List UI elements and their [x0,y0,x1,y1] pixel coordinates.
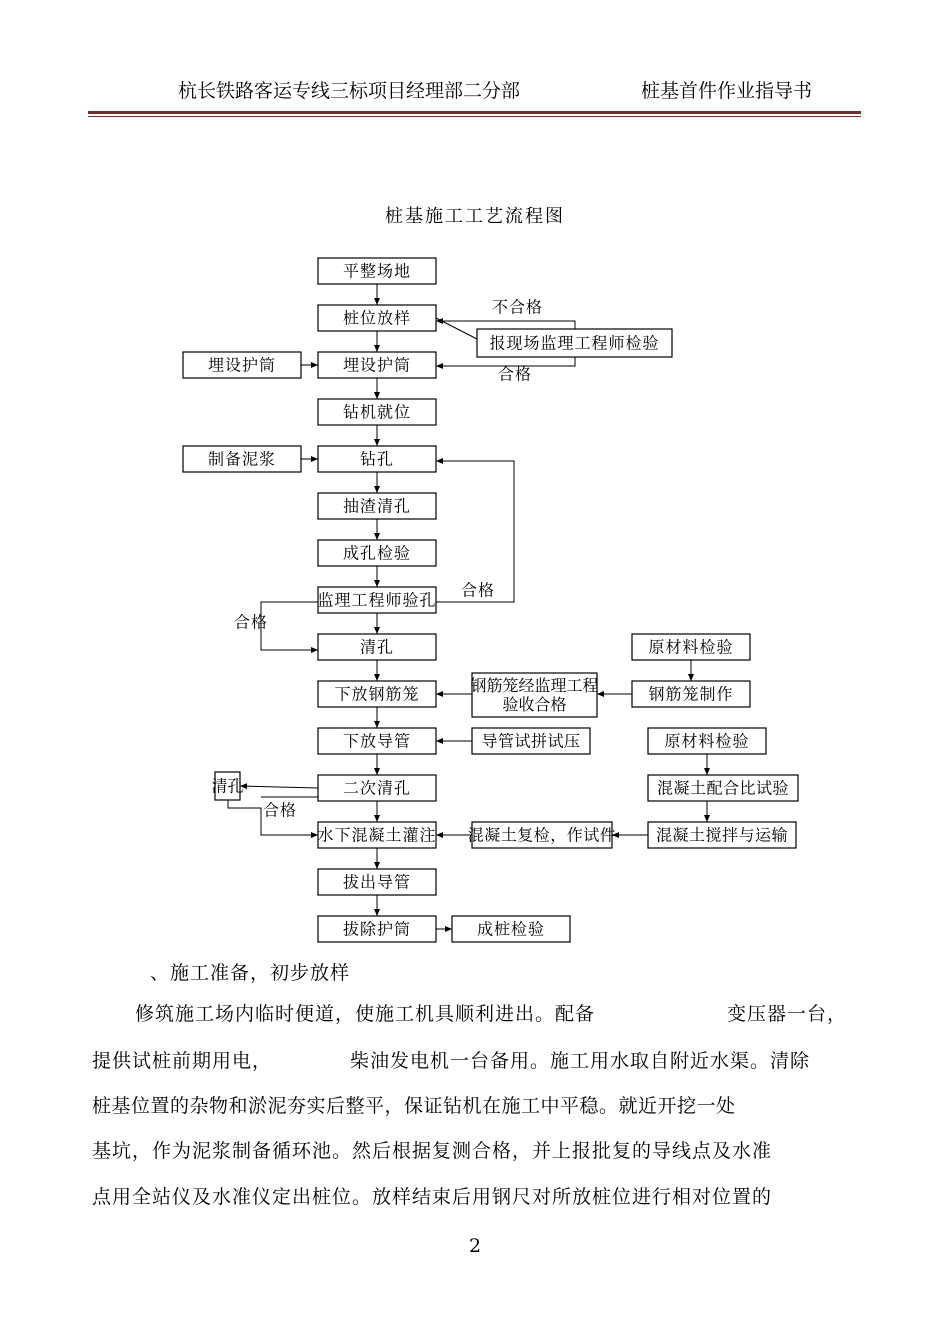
main-step-9 [318,634,436,660]
left-clean-box [211,772,243,800]
main-step-14-label: 拔出导管 [342,872,412,892]
left-loop-2 [261,602,318,650]
paragraph-line-5: 点用全站仪及水准仪定出桩位。放样结束后用钢尺对所放桩位进行相对位置的 [92,1186,773,1208]
header-right-title: 桩基首件作业指导书 [641,80,813,102]
main-step-14 [318,869,436,895]
pipe-test-box-label: 导管试拼试压 [481,731,581,751]
left-casing-box-label: 埋设护筒 [207,355,277,375]
rebar-accept-box-label: 验收合格 [502,695,567,714]
main-step-3 [318,352,436,378]
main-step-12-label: 二次清孔 [342,778,412,798]
concrete-recheck-box-label: 混凝土复检，作试件 [467,825,617,845]
concrete-mix-box [648,822,796,848]
main-step-2-label: 桩位放样 [342,308,412,328]
main-step-10 [318,681,436,707]
pass-label-2: 合格 [461,580,496,600]
raw-material-box-1 [632,634,750,660]
left-casing-box [183,352,301,378]
header-left-title: 杭长铁路客运专线三标项目经理部二分部 [178,80,521,102]
main-step-2 [318,305,436,331]
main-step-7 [318,540,436,566]
raw-material-box-1-label: 原材料检验 [648,637,734,657]
main-step-4-label: 钻机就位 [342,402,412,422]
pass-label-3: 合格 [234,612,269,632]
main-step-15-label: 拔除护筒 [342,919,412,939]
pass-label-4: 合格 [263,800,298,820]
main-step-11-label: 下放导管 [342,731,412,751]
inspection-fail-line [436,321,575,329]
rebar-accept-box-label: 钢筋笼经监理工程 [470,676,599,695]
mix-test-box-label: 混凝土配合比试验 [656,778,790,798]
main-step-9-label: 清孔 [359,637,395,657]
main-step-8 [317,587,436,613]
left-clean-box-label: 清孔 [211,776,244,796]
flowchart-title: 桩基施工工艺流程图 [385,206,565,227]
paragraph-line-2b: 柴油发电机一台备用。施工用水取自附近水渠。清除 [350,1050,811,1072]
main-step-5-label: 钻孔 [359,449,395,469]
main-step-6-label: 抽渣清孔 [342,496,412,516]
clean-in [240,786,318,788]
mix-test-box [648,775,798,801]
main-step-13-label: 水下混凝土灌注 [317,825,437,845]
fail-label: 不合格 [492,297,544,317]
pass-label-1: 合格 [498,364,533,384]
paragraph-line-3: 桩基位置的杂物和淤泥夯实后整平，保证钻机在施工中平稳。就近开挖一处 [92,1095,736,1117]
concrete-mix-box-label: 混凝土搅拌与运输 [655,825,789,845]
main-step-5 [318,446,436,472]
raw-material-box-2-label: 原材料检验 [664,731,750,751]
raw-material-box-2 [648,728,766,754]
main-step-1 [318,258,436,284]
rebar-accept-box [470,673,598,717]
main-step-13 [317,822,436,848]
main-step-6 [318,493,436,519]
pile-test-box-label: 成桩检验 [476,919,546,939]
paragraph-line-1b: 变压器一台， [727,1003,848,1025]
paragraph-line-2a: 提供试桩前期用电， [92,1050,273,1072]
inspection-box [477,329,672,357]
pipe-test-box [472,728,590,754]
paragraph-line-1a: 修筑施工场内临时便道，使施工机具顺利进出。配备 [135,1003,596,1025]
paragraph-line-4: 基坑，作为泥浆制备循环池。然后根据复测合格，并上报批复的导线点及水准 [92,1140,773,1162]
concrete-recheck-box [468,822,617,848]
left-mud-box-label: 制备泥浆 [207,449,277,469]
inspection-box-label: 报现场监理工程师检验 [489,333,660,353]
rebar-make-box-label: 钢筋笼制作 [648,684,734,704]
main-step-1-label: 平整场地 [342,261,412,281]
page-number: 2 [468,1235,482,1257]
main-step-15 [318,916,436,942]
rebar-make-box [632,681,750,707]
main-step-7-label: 成孔检验 [342,543,412,563]
main-step-12 [318,775,436,801]
main-step-3-label: 埋设护筒 [342,355,412,375]
main-step-11 [318,728,436,754]
main-step-10-label: 下放钢筋笼 [334,684,420,704]
left-mud-box [183,446,301,472]
main-step-4 [318,399,436,425]
pile-test-box [452,916,570,942]
main-step-8-label: 监理工程师验孔 [317,590,437,610]
section-heading: 、施工准备，初步放样 [150,962,351,984]
